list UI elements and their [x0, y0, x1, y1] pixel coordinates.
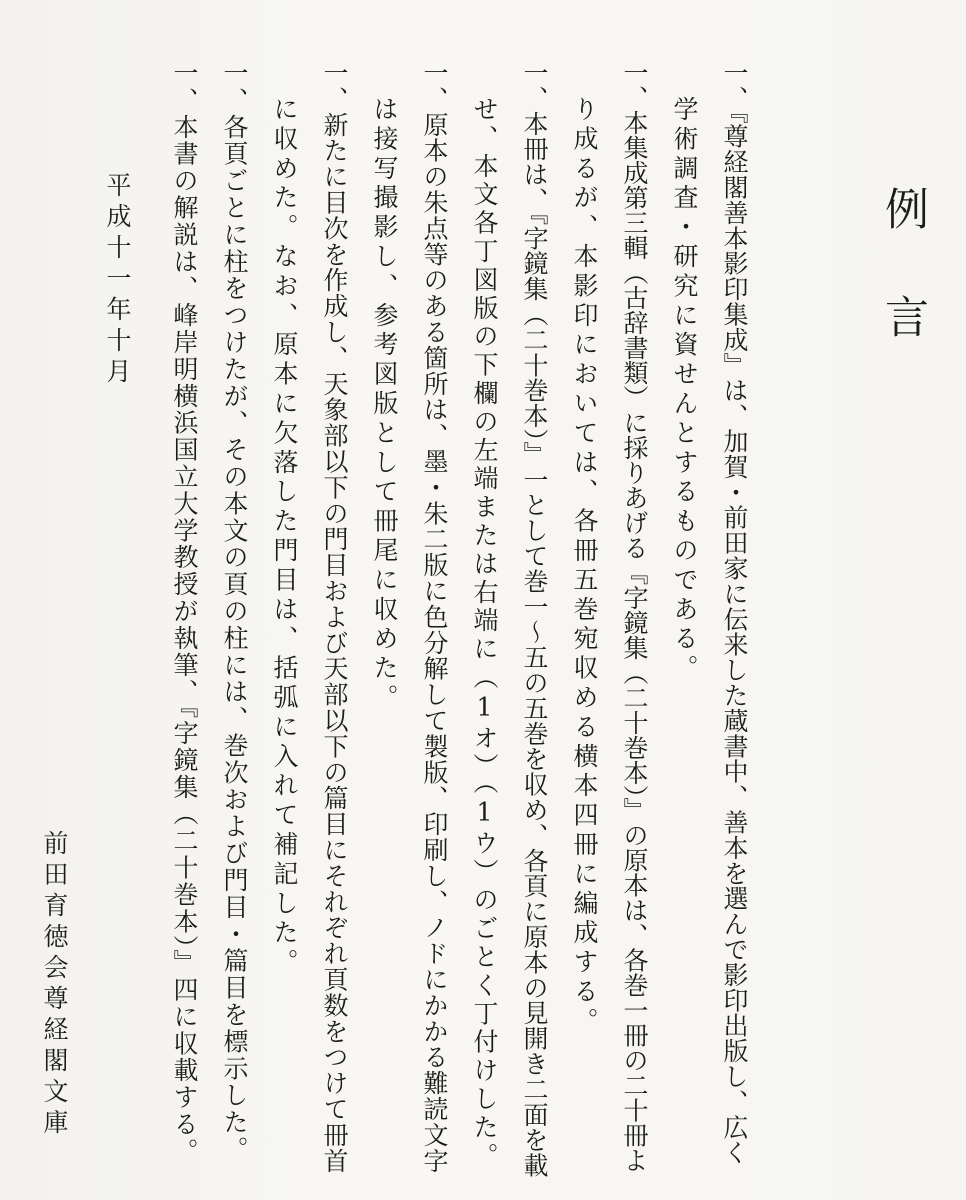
paragraph-6-line-1: 一、各頁ごとに柱をつけたが、その本文の頁の柱には、巻次および門目・篇目を標示した。	[220, 60, 249, 1163]
publisher-name: 前田育徳会尊経閣文庫	[40, 830, 69, 1140]
paragraph-5-line-2: に収めた。なお、原本に欠落した門目は、括弧に入れて補記した。	[270, 96, 299, 978]
paragraph-2-line-2: り成るが、本影印においては、各冊五巻宛収める横本四冊に編成する。	[570, 96, 599, 1037]
paragraph-7-line-1: 一、本書の解説は、峰岸明横浜国立大学教授が執筆、『字鏡集（二十巻本）』四に収載する。	[170, 60, 199, 1165]
paragraph-4-line-2: は接写撮影し、参考図版として冊尾に収めた。	[370, 96, 399, 714]
paragraph-5-line-1: 一、新たに目次を作成し、天象部以下の門目および天部以下の篇目にそれぞれ頁数をつけて冊首	[320, 60, 349, 1174]
page-title: 例言	[877, 186, 928, 402]
paragraph-1-line-1: 一、『尊経閣善本影印集成』は、加賀・前田家に伝来した蔵書中、善本を選んで影印出版し、広く	[720, 60, 749, 1166]
paragraph-2-line-1: 一、本集成第三輯（古辞書類）に採りあげる『字鏡集（二十巻本）』の原本は、各巻一冊の二十冊よ	[620, 60, 649, 1173]
paragraph-4-line-1: 一、原本の朱点等のある箇所は、墨・朱二版に色分解して製版、印刷し、ノドにかかる難読文字	[420, 60, 449, 1174]
paragraph-1-line-2: 学術調査・研究に資せんとするものである。	[670, 96, 699, 684]
date-line: 平成十一年十月	[103, 172, 132, 389]
paragraph-3-line-1: 一、本冊は、『字鏡集（二十巻本）』一として巻一～五の五巻を収め、各頁に原本の見開き二面を載	[520, 60, 549, 1178]
paragraph-3-line-2: せ、本文各丁図版の下欄の左端または右端に（1オ）（1ウ）のごとく丁付けした。	[470, 96, 499, 1171]
